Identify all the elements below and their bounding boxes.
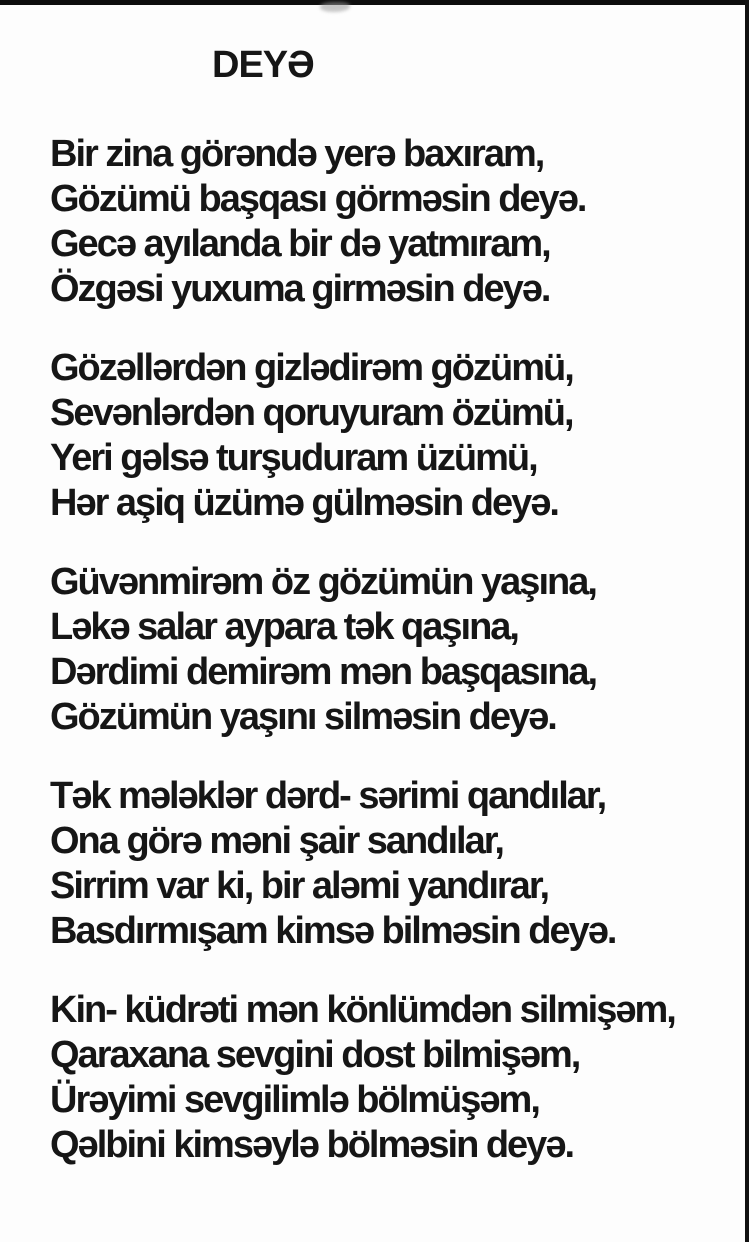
top-edge-scan-border [0,0,749,5]
poem-line: Güvənmirəm öz gözümün yaşına, [50,561,596,603]
poem-line: Hər aşiq üzümə gülməsin deyə. [50,482,558,524]
poem-line: Sevənlərdən qoruyuram özümü, [50,392,573,434]
poem-line: Gözümü başqası görməsin deyə. [50,178,586,220]
poem-line: Ürəyimi sevgilimlə bölmüşəm, [50,1079,539,1121]
poem-line: Sirrim var ki, bir aləmi yandırar, [50,865,549,907]
poem-line: Gözəllərdən gizlədirəm gözümü, [50,347,573,389]
poem-line: Gecə ayılanda bir də yatmıram, [50,223,550,265]
poem-line: Yeri gəlsə turşuduram üzümü, [50,437,537,479]
poem-stanza-4 [50,774,749,954]
poem-line: Ləkə salar aypara tək qaşına, [50,606,518,648]
poem-stanza-1 [50,132,749,312]
right-edge-scan-border [745,0,749,1242]
poem-stanza-2 [50,346,749,526]
poem-body [0,84,749,1168]
poem-line: Qaraxana sevgini dost bilmişəm, [50,1034,580,1076]
poem-stanza-5 [50,988,749,1168]
poem-line: Ona görə məni şair sandılar, [50,820,503,862]
poem-line: Kin- küdrəti mən könlümdən silmişəm, [50,989,675,1031]
poem-stanza-3 [50,560,749,740]
poem-line: Qəlbini kimsəylə bölməsin deyə. [50,1124,574,1166]
poem-title: DEYƏ [212,44,314,86]
poem-line: Basdırmışam kimsə bilməsin deyə. [50,910,616,952]
poem-line: Tək mələklər dərd- sərimi qandılar, [50,775,606,817]
poem-line: Özgəsi yuxuma girməsin deyə. [50,268,550,310]
poem-line: Dərdimi demirəm mən başqasına, [50,651,597,693]
poem-line: Bir zina görəndə yerə baxıram, [50,133,544,175]
poem-line: Gözümün yaşını silməsin deyə. [50,696,556,738]
